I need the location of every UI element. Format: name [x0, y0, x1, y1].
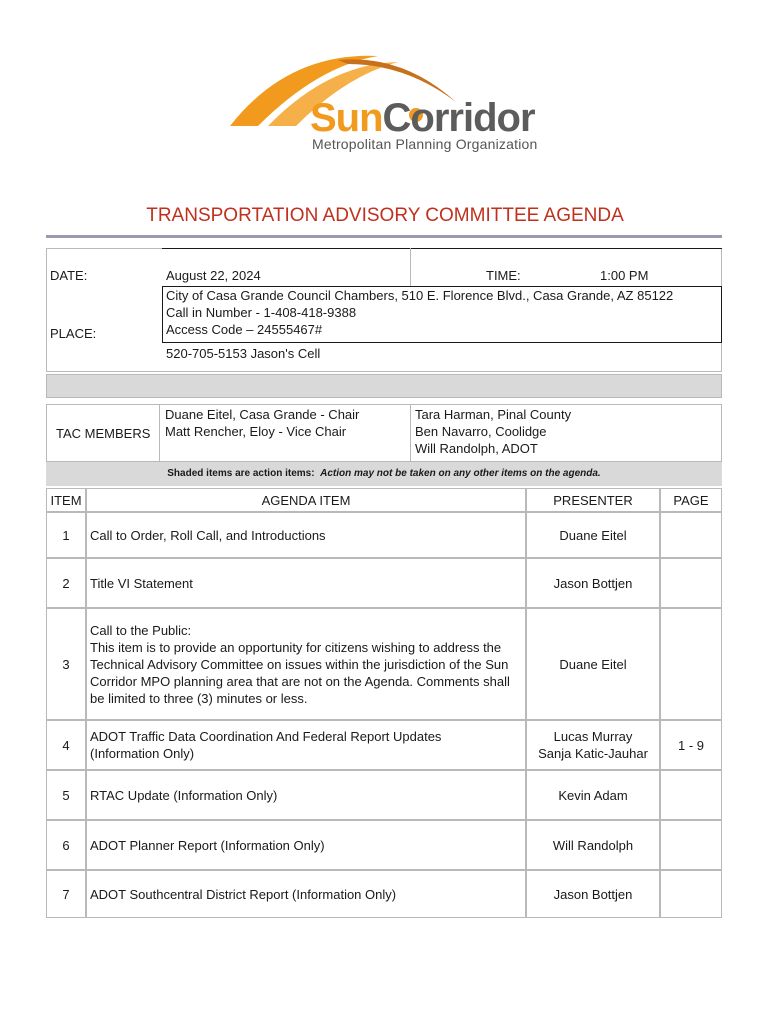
- agenda-item-text: Technical Advisory Committee on issues within the jurisdiction of the Sun: [90, 656, 509, 672]
- presenter-name: Will Randolph: [552, 837, 634, 853]
- page-cell: [660, 608, 722, 720]
- agenda-item-text: ADOT Traffic Data Coordination And Federal Report Updates: [90, 729, 442, 744]
- presenter-name: Jason Bottjen: [553, 575, 633, 591]
- logo-subtitle: Metropolitan Planning Organization: [312, 136, 538, 152]
- place-label: PLACE:: [50, 326, 97, 341]
- header-page: PAGE: [673, 493, 709, 508]
- members-divider: [410, 404, 411, 462]
- phone-line: 520-705-5153 Jason's Cell: [166, 346, 321, 361]
- agenda-item-text: be limited to three (3) minutes or less.: [90, 690, 308, 706]
- agenda-item-text: (Information Only): [90, 746, 195, 761]
- suncorridor-logo: [228, 52, 548, 152]
- date-value: August 22, 2024: [166, 268, 261, 283]
- time-label: TIME:: [486, 268, 521, 283]
- logo-wordmark: SunCorridor: [310, 96, 535, 140]
- item-number: 6: [62, 837, 70, 853]
- date-label: DATE:: [50, 268, 88, 283]
- call-in-number: Call in Number - 1-408-418-9388: [166, 305, 357, 320]
- page-title: TRANSPORTATION ADVISORY COMMITTEE AGENDA: [146, 205, 624, 226]
- item-number: 7: [62, 886, 70, 902]
- item-number: 5: [62, 787, 70, 803]
- action-items-note: Shaded items are action items: Action may not be taken on any other items on the agenda.: [46, 462, 722, 486]
- agenda-item-text: Call to the Public:: [90, 622, 192, 638]
- time-divider: [410, 248, 411, 286]
- title-divider: [46, 235, 722, 238]
- access-code: Access Code – 24555467#: [166, 322, 323, 337]
- page-cell: [660, 558, 722, 608]
- member: Will Randolph, ADOT: [415, 441, 538, 456]
- item-number: 3: [62, 656, 70, 672]
- agenda-item-text: Corridor MPO planning area that are not on the Agenda. Comments shall: [90, 673, 510, 689]
- agenda-item-text: ADOT Southcentral District Report (Information Only): [90, 886, 397, 902]
- presenter-name: Lucas Murray: [553, 729, 633, 744]
- agenda-item-text: This item is to provide an opportunity for citizens wishing to address the: [90, 639, 502, 655]
- page-range: 1 - 9: [677, 737, 704, 753]
- presenter-name: Kevin Adam: [558, 787, 628, 803]
- time-value: 1:00 PM: [600, 268, 649, 283]
- presenter-name: Duane Eitel: [559, 656, 627, 672]
- presenter-name: Duane Eitel: [559, 527, 627, 543]
- page-cell: [660, 770, 722, 820]
- member: Ben Navarro, Coolidge: [415, 424, 547, 439]
- header-item: ITEM: [50, 493, 82, 508]
- agenda-item-text: Title VI Statement: [90, 575, 193, 591]
- item-number: 2: [62, 575, 70, 591]
- item-number: 4: [62, 737, 70, 753]
- members-label: TAC MEMBERS: [56, 426, 151, 441]
- place-line: City of Casa Grande Council Chambers, 510 E. Florence Blvd., Casa Grande, AZ 85122: [166, 288, 674, 303]
- header-agenda-item: AGENDA ITEM: [261, 493, 351, 508]
- page-cell: [660, 870, 722, 918]
- item-number: 1: [62, 527, 70, 543]
- presenter-name: Jason Bottjen: [553, 886, 633, 902]
- header-presenter: PRESENTER: [553, 493, 633, 508]
- member-chair: Duane Eitel, Casa Grande - Chair: [165, 407, 360, 422]
- member: Tara Harman, Pinal County: [415, 407, 572, 422]
- agenda-item-text: Call to Order, Roll Call, and Introductions: [90, 527, 326, 543]
- shaded-spacer: [46, 374, 722, 398]
- member-vice-chair: Matt Rencher, Eloy - Vice Chair: [165, 424, 347, 439]
- agenda-item-text: ADOT Planner Report (Information Only): [90, 837, 325, 853]
- agenda-item-text: RTAC Update (Information Only): [90, 787, 278, 803]
- page-cell: [660, 512, 722, 558]
- presenter-name: Sanja Katic-Jauhar: [538, 746, 648, 761]
- page-cell: [660, 820, 722, 870]
